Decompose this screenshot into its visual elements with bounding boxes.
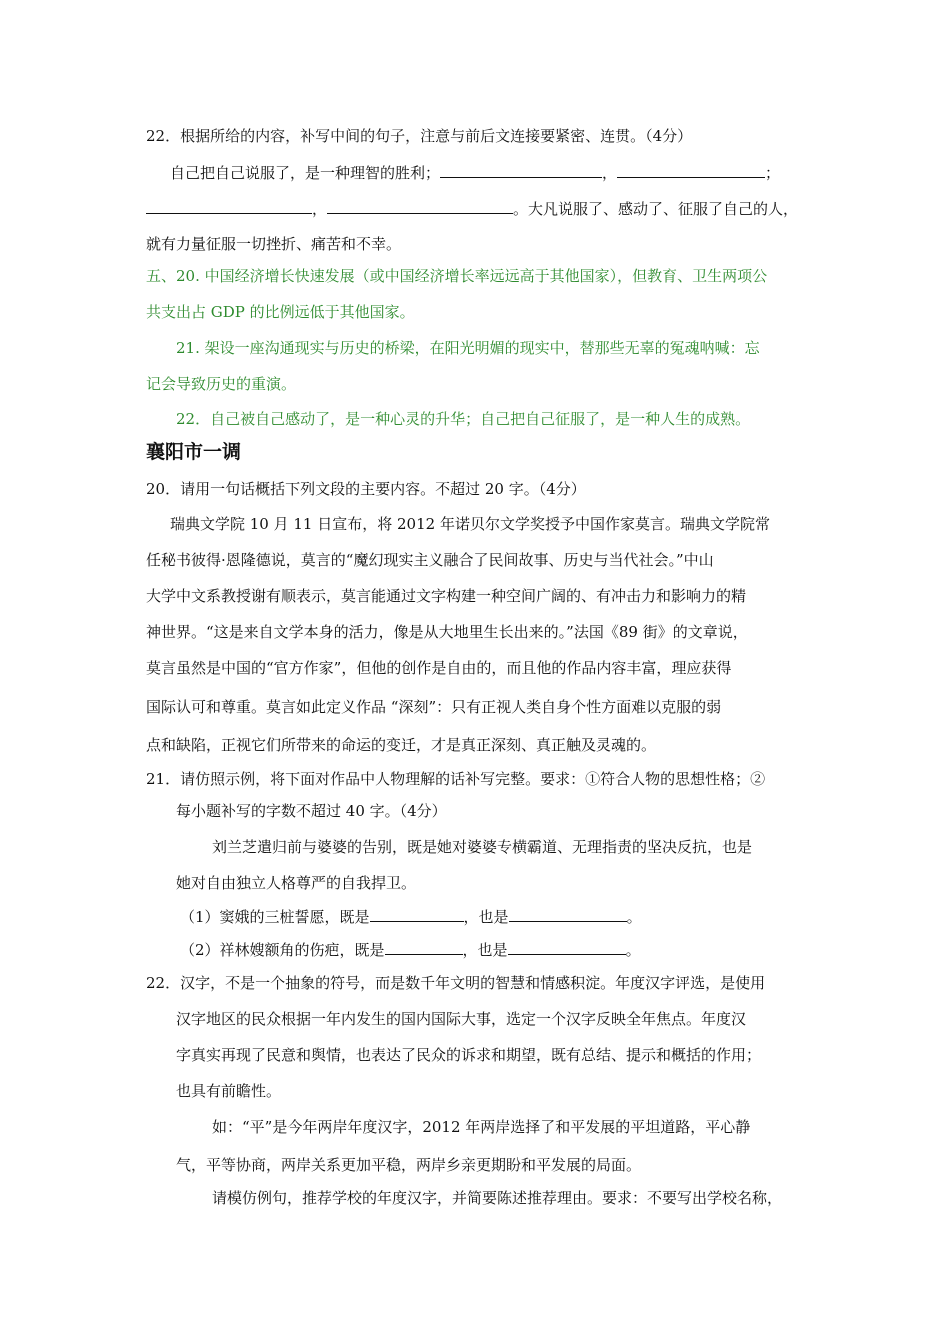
q22b-prompt-line: 汉字地区的民众根据一年内发生的国内国际大事，选定一个汉字反映全年焦点。年度汉 (176, 1010, 747, 1028)
q20-passage-line: 任秘书彼得·恩隆德说，莫言的“魔幻现实主义融合了民间故事、历史与当代社会。”中山 (146, 551, 714, 569)
separator: 。 (625, 941, 641, 959)
answer-20-line1: 五、20. 中国经济增长快速发展（或中国经济增长率远远高于其他国家），但教育、卫生两项公 (146, 267, 768, 285)
answer-blank[interactable] (385, 939, 463, 955)
q20-passage-line: 点和缺陷，正视它们所带来的命运的变迁，才是真正深刻、真正触及灵魂的。 (146, 736, 657, 754)
answer-blank[interactable] (509, 906, 627, 922)
separator: ； (765, 164, 781, 182)
answer-blank[interactable] (327, 198, 513, 214)
q21-example-line: 刘兰芝遣归前与婆婆的告别，既是她对婆婆专横霸道、无理指责的坚决反抗，也是 (212, 838, 753, 856)
q22b-requirement: 请模仿例句，推荐学校的年度汉字，并简要陈述推荐理由。要求：不要写出学校名称， (212, 1189, 783, 1207)
q22a-given-text-2: 。大凡说服了、感动了、征服了自己的人， (513, 200, 799, 218)
q21-item-2 (180, 939, 844, 960)
answer-blank[interactable] (440, 162, 602, 178)
q21-item-2-mid: ，也是 (462, 941, 508, 959)
q22a-line2 (170, 162, 834, 183)
answer-20-line2: 共支出占 GDP 的比例远低于其他国家。 (146, 303, 415, 321)
q22b-prompt: 22．汉字，不是一个抽象的符号，而是数千年文明的智慧和情感积淀。年度汉字评选，是使用 (146, 974, 766, 992)
q21-item-2-text: （2）祥林嫂额角的伤疤，既是 (180, 941, 385, 959)
q22b-example-line: 气，平等协商，两岸关系更加平稳，两岸乡亲更期盼和平发展的局面。 (176, 1156, 642, 1174)
q20-passage-line: 莫言虽然是中国的“官方作家”，但他的创作是自由的，而且他的作品内容丰富，理应获得 (146, 659, 732, 677)
q22b-prompt-line: 字真实再现了民意和舆情，也表达了民众的诉求和期望，既有总结、提示和概括的作用； (176, 1046, 762, 1064)
q20-passage-line: 国际认可和尊重。莫言如此定义作品 “深刻”：只有正视人类自身个性方面难以克服的弱 (146, 698, 722, 716)
answer-blank[interactable] (146, 198, 312, 214)
q22a-given-text: 自己把自己说服了，是一种理智的胜利； (170, 164, 441, 182)
q22a-line3 (146, 198, 810, 219)
answer-blank[interactable] (508, 939, 626, 955)
q21-prompt: 21．请仿照示例，将下面对作品中人物理解的话补写完整。要求：①符合人物的思想性格；② (146, 770, 766, 788)
answer-22: 22．自己被自己感动了，是一种心灵的升华；自己把自己征服了，是一种人生的成熟。 (176, 410, 751, 428)
q21-item-1-text: （1）窦娥的三桩誓愿，既是 (180, 908, 370, 926)
q22a-prompt: 22．根据所给的内容，补写中间的句子，注意与前后文连接要紧密、连贯。（4分） (146, 127, 693, 145)
answer-21-line1: 21. 架设一座沟通现实与历史的桥梁，在阳光明媚的现实中，替那些无辜的冤魂呐喊：忘 (176, 339, 760, 357)
section-title: 襄阳市一调 (146, 441, 242, 463)
q22b-prompt-line: 也具有前瞻性。 (176, 1082, 282, 1100)
q21-item-1-mid: ，也是 (463, 908, 509, 926)
answer-21-line2: 记会导致历史的重演。 (146, 375, 297, 393)
q22a-line4: 就有力量征服一切挫折、痛苦和不幸。 (146, 235, 402, 253)
q21-item-1 (180, 906, 844, 927)
q22b-example-line: 如：“平”是今年两岸年度汉字，2012 年两岸选择了和平发展的平坦道路，平心静 (212, 1118, 751, 1136)
answer-blank[interactable] (370, 906, 464, 922)
separator: ， (602, 164, 618, 182)
separator: 。 (626, 908, 642, 926)
q20-passage-line: 神世界。“这是来自文学本身的活力，像是从大地里生长出来的。”法国《89 街》的文章说， (146, 623, 748, 641)
q20-passage-line: 瑞典文学院 10 月 11 日宣布，将 2012 年诺贝尔文学奖授予中国作家莫言。瑞典文学院常 (170, 515, 770, 533)
separator: ， (312, 200, 328, 218)
answer-blank[interactable] (617, 162, 765, 178)
q20-prompt: 20．请用一句话概括下列文段的主要内容。不超过 20 字。（4分） (146, 480, 586, 498)
q20-passage-line: 大学中文系教授谢有顺表示，莫言能通过文字构建一种空间广阔的、有冲击力和影响力的精 (146, 587, 747, 605)
q21-example-line: 她对自由独立人格尊严的自我捍卫。 (176, 874, 417, 892)
q21-prompt-line2: 每小题补写的字数不超过 40 字。（4分） (176, 802, 447, 820)
